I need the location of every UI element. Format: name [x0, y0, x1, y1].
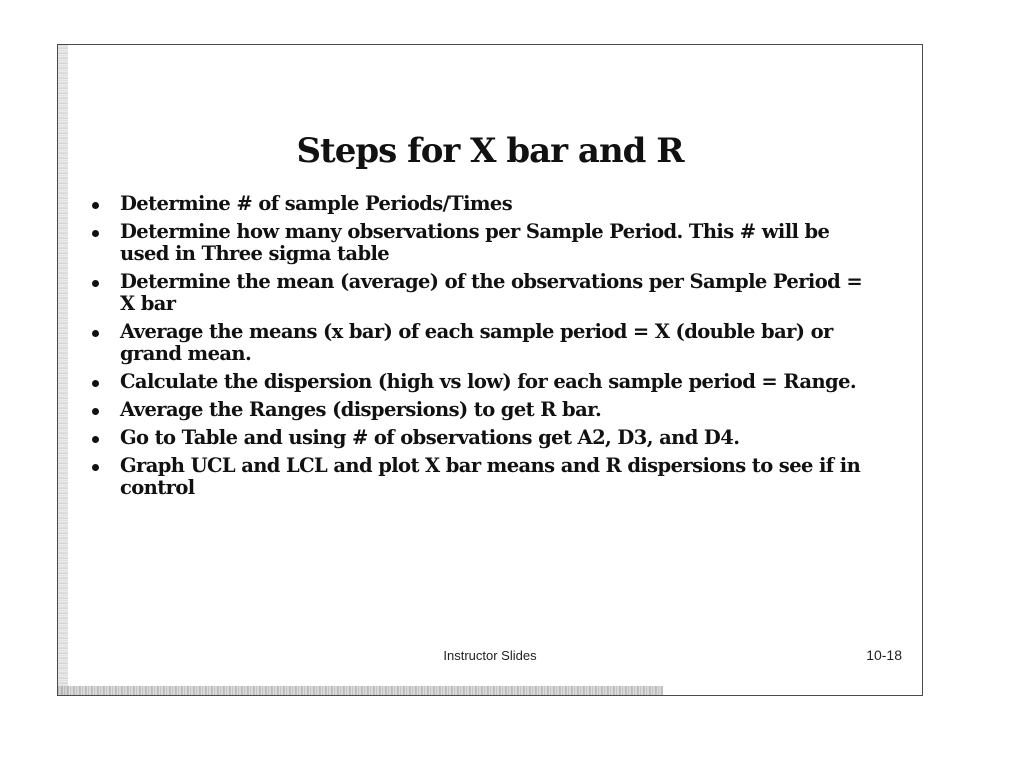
bullet-dot-icon: [92, 280, 99, 287]
slide: [57, 44, 923, 696]
bullet-item: [88, 455, 868, 499]
bullet-text: Graph UCL and LCL and plot X bar means and R dispersions to see if in control: [120, 454, 861, 499]
slide-title: Steps for X bar and R: [296, 131, 684, 171]
bullet-text: Calculate the dispersion (high vs low) for each sample period = Range.: [120, 370, 857, 393]
footer-label: Instructor Slides: [443, 648, 537, 663]
bullet-text: Determine how many observations per Sample Period. This # will be used in Three sigma table: [120, 220, 830, 265]
bullet-dot-icon: [92, 464, 99, 471]
bullet-dot-icon: [92, 330, 99, 337]
bullet-dot-icon: [92, 202, 99, 209]
bullet-list: [88, 193, 868, 505]
slide-number: 10-18: [866, 647, 902, 663]
bullet-item: [88, 321, 868, 365]
bullet-dot-icon: [92, 380, 99, 387]
bullet-dot-icon: [92, 230, 99, 237]
scan-shadow-bottom: [58, 686, 663, 695]
bullet-text: Determine # of sample Periods/Times: [120, 192, 513, 215]
bullet-text: Average the means (x bar) of each sample period = X (double bar) or grand mean.: [120, 320, 833, 365]
bullet-item: [88, 271, 868, 315]
bullet-dot-icon: [92, 436, 99, 443]
bullet-text: Go to Table and using # of observations get A2, D3, and D4.: [120, 426, 740, 449]
bullet-dot-icon: [92, 408, 99, 415]
bullet-item: [88, 193, 868, 215]
bullet-item: [88, 371, 868, 393]
bullet-text: Average the Ranges (dispersions) to get R bar.: [120, 398, 602, 421]
bullet-text: Determine the mean (average) of the observations per Sample Period = X bar: [120, 270, 863, 315]
bullet-item: [88, 399, 868, 421]
bullet-item: [88, 427, 868, 449]
bullet-item: [88, 221, 868, 265]
